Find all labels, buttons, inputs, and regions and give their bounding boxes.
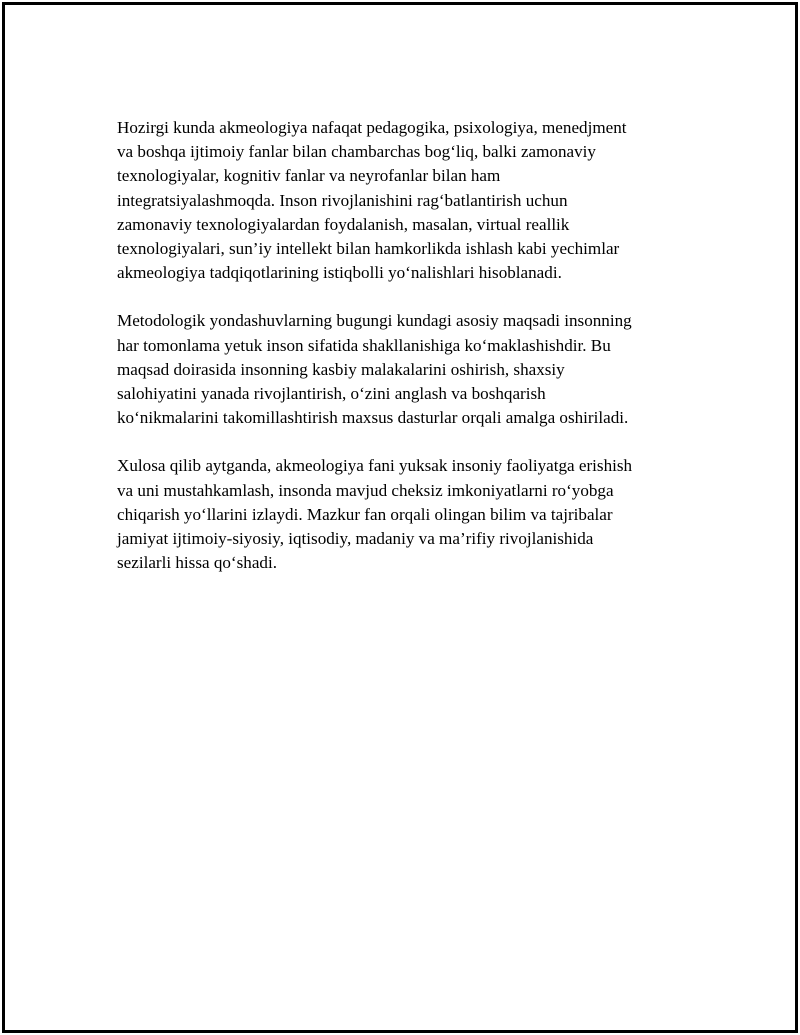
paragraph-line: Metodologik yondashuvlarning bugungi kundagi asosiy maqsadi insonning: [117, 311, 632, 331]
paragraph-line: salohiyatini yanada rivojlantirish, o‘zini anglash va boshqarish: [117, 384, 546, 404]
document-body: [117, 116, 677, 599]
paragraph-line: texnologiyalar, kognitiv fanlar va neyrofanlar bilan ham: [117, 166, 501, 186]
paragraph-3: [117, 454, 677, 575]
paragraph-line: integratsiyalashmoqda. Inson rivojlanishini rag‘batlantirish uchun: [117, 190, 568, 210]
paragraph-line: sezilarli hissa qo‘shadi.: [117, 553, 277, 573]
paragraph-line: maqsad doirasida insonning kasbiy malakalarini oshirish, shaxsiy: [117, 359, 565, 379]
paragraph-line: va uni mustahkamlash, insonda mavjud cheksiz imkoniyatlarni ro‘yobga: [117, 480, 614, 500]
paragraph-1: [117, 116, 677, 285]
paragraph-2: [117, 309, 677, 430]
paragraph-line: Hozirgi kunda akmeologiya nafaqat pedagogika, psixologiya, menedjment: [117, 118, 627, 137]
paragraph-line: Xulosa qilib aytganda, akmeologiya fani yuksak insoniy faoliyatga erishish: [117, 456, 633, 476]
paragraph-line: chiqarish yo‘llarini izlaydi. Mazkur fan orqali olingan bilim va tajribalar: [117, 504, 613, 524]
paragraph-line: akmeologiya tadqiqotlarining istiqbolli yo‘nalishlari hisoblanadi.: [117, 263, 562, 283]
paragraph-line: zamonaviy texnologiyalardan foydalanish, masalan, virtual reallik: [117, 214, 570, 234]
paragraph-line: va boshqa ijtimoiy fanlar bilan chambarchas bog‘liq, balki zamonaviy: [117, 142, 596, 162]
paragraph-line: har tomonlama yetuk inson sifatida shakllanishiga ko‘maklashishdir. Bu: [117, 335, 611, 355]
paragraph-line: texnologiyalari, sun’iy intellekt bilan hamkorlikda ishlash kabi yechimlar: [117, 239, 620, 259]
paragraph-line: jamiyat ijtimoiy-siyosiy, iqtisodiy, madaniy va ma’rifiy rivojlanishida: [117, 529, 594, 549]
paragraph-line: ko‘nikmalarini takomillashtirish maxsus dasturlar orqali amalga oshiriladi.: [117, 408, 629, 428]
